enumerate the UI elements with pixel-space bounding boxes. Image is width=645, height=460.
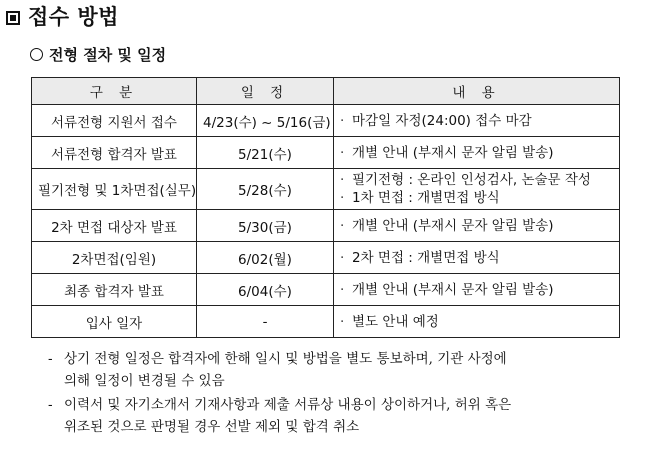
content-line: 1차 면접 : 개별면접 방식 bbox=[352, 190, 500, 206]
row-schedule: 4/23(수) ~ 5/16(금) bbox=[197, 105, 334, 137]
content-line: 개별 안내 (부재시 문자 알림 발송) bbox=[352, 217, 554, 234]
row-schedule: 5/21(수) bbox=[197, 137, 334, 169]
table-row bbox=[32, 137, 620, 169]
table-header-row bbox=[32, 78, 620, 105]
note-line: 상기 전형 일정은 합격자에 한해 일시 및 방법을 별도 통보하며, 기관 사정에 bbox=[64, 351, 507, 367]
notes-list bbox=[48, 348, 618, 440]
note-item bbox=[48, 348, 618, 392]
middle-dot-bullet-icon: · bbox=[340, 172, 345, 188]
filled-square-bullet-icon bbox=[6, 11, 20, 25]
section-title-text: 접수 방법 bbox=[28, 5, 119, 29]
row-schedule: 6/04(수) bbox=[197, 274, 334, 306]
table-row bbox=[32, 274, 620, 306]
row-category: 서류전형 지원서 접수 bbox=[32, 105, 197, 137]
table-row bbox=[32, 210, 620, 242]
note-line: 의해 일정이 변경될 수 있음 bbox=[64, 373, 225, 389]
content-line: 개별 안내 (부재시 문자 알림 발송) bbox=[352, 144, 554, 161]
header-content: 내 용 bbox=[334, 78, 620, 105]
row-content bbox=[334, 242, 620, 274]
note-line: 이력서 및 자기소개서 기재사항과 제출 서류상 내용이 상이하거나, 허위 혹은 bbox=[64, 397, 512, 413]
note-line: 위조된 것으로 판명될 경우 선발 제외 및 합격 취소 bbox=[64, 419, 360, 435]
row-content bbox=[334, 137, 620, 169]
row-schedule: 5/30(금) bbox=[197, 210, 334, 242]
content-line: 개별 안내 (부재시 문자 알림 발송) bbox=[352, 281, 554, 298]
middle-dot-bullet-icon: · bbox=[340, 112, 345, 129]
middle-dot-bullet-icon: · bbox=[340, 281, 345, 298]
content-line: 마감일 자정(24:00) 접수 마감 bbox=[352, 112, 532, 129]
subsection-title-text: 전형 절차 및 일정 bbox=[49, 46, 167, 64]
row-content bbox=[334, 274, 620, 306]
row-content bbox=[334, 306, 620, 338]
row-category: 필기전형 및 1차면접(실무) bbox=[32, 169, 197, 210]
table-row bbox=[32, 306, 620, 338]
dash-bullet-icon: - bbox=[48, 351, 53, 367]
header-category: 구 분 bbox=[32, 78, 197, 105]
table-row bbox=[32, 242, 620, 274]
row-content bbox=[334, 210, 620, 242]
middle-dot-bullet-icon: · bbox=[340, 190, 345, 206]
middle-dot-bullet-icon: · bbox=[340, 249, 345, 266]
row-category: 최종 합격자 발표 bbox=[32, 274, 197, 306]
middle-dot-bullet-icon: · bbox=[340, 217, 345, 234]
row-schedule: 5/28(수) bbox=[197, 169, 334, 210]
section-heading bbox=[6, 3, 119, 31]
row-schedule: 6/02(월) bbox=[197, 242, 334, 274]
row-category: 입사 일자 bbox=[32, 306, 197, 338]
header-schedule: 일 정 bbox=[197, 78, 334, 105]
row-content bbox=[334, 169, 620, 210]
content-line: 별도 안내 예정 bbox=[352, 313, 439, 330]
middle-dot-bullet-icon: · bbox=[340, 313, 345, 330]
row-category: 2차면접(임원) bbox=[32, 242, 197, 274]
subsection-heading bbox=[30, 44, 166, 66]
table-row bbox=[32, 105, 620, 137]
content-line: 필기전형 : 온라인 인성검사, 논술문 작성 bbox=[352, 172, 591, 188]
table-row bbox=[32, 169, 620, 210]
row-schedule: - bbox=[197, 306, 334, 338]
content-line: 2차 면접 : 개별면접 방식 bbox=[352, 249, 500, 266]
note-item bbox=[48, 394, 618, 438]
schedule-table bbox=[31, 77, 620, 338]
circle-bullet-icon bbox=[30, 48, 43, 61]
middle-dot-bullet-icon: · bbox=[340, 144, 345, 161]
row-category: 2차 면접 대상자 발표 bbox=[32, 210, 197, 242]
row-content bbox=[334, 105, 620, 137]
dash-bullet-icon: - bbox=[48, 397, 53, 413]
row-category: 서류전형 합격자 발표 bbox=[32, 137, 197, 169]
